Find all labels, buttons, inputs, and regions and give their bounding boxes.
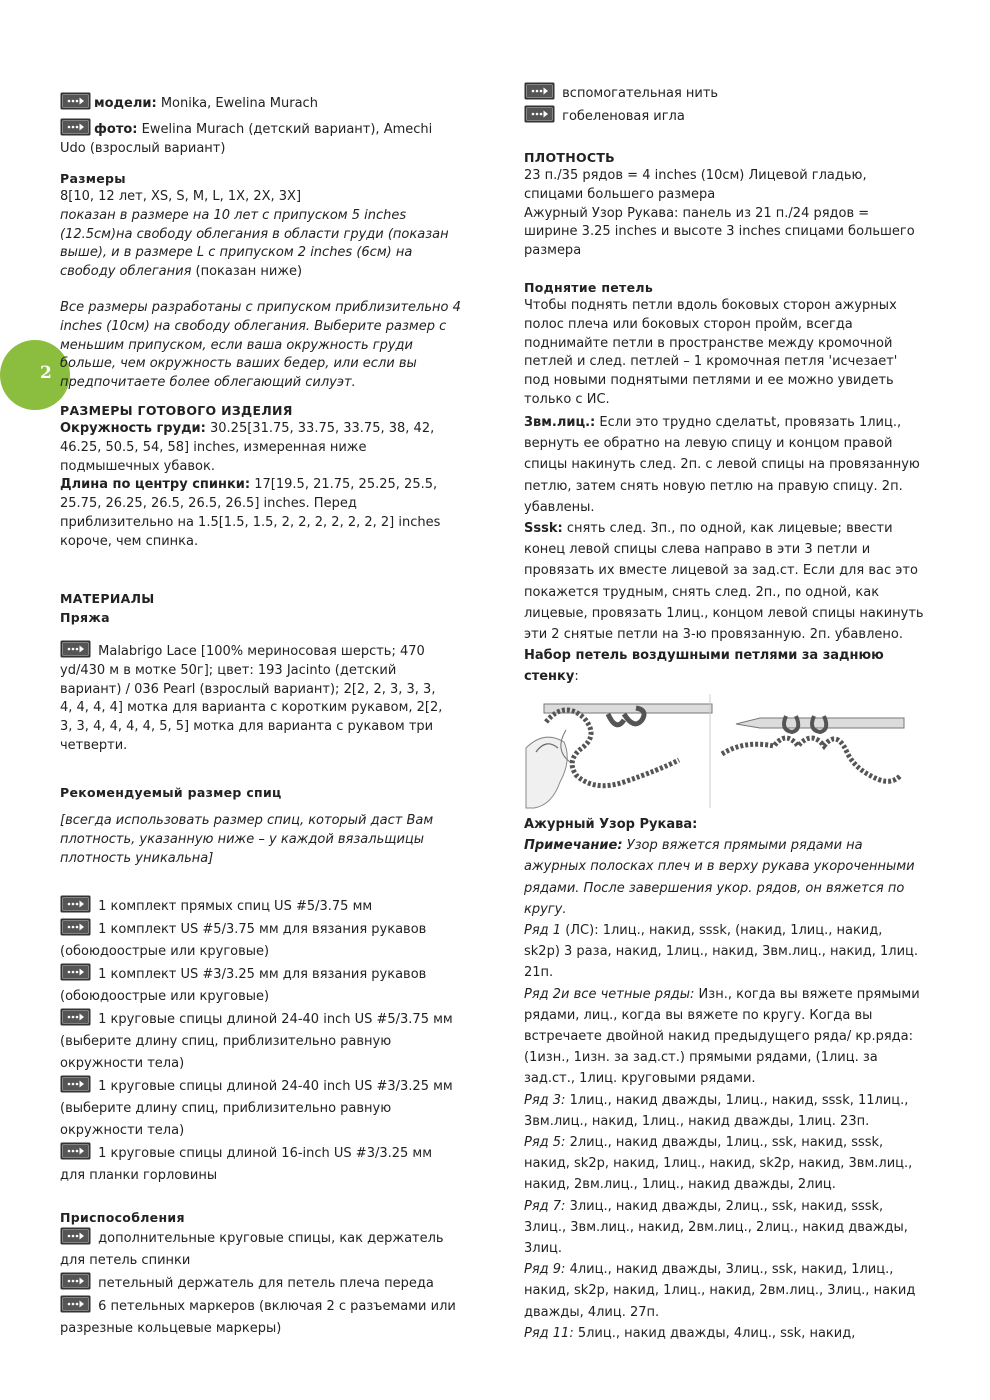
arrow-bullet-icon <box>60 118 91 136</box>
row-text: 3лиц., накид дважды, 2лиц., ssk, накид, sssk, <box>565 1198 884 1214</box>
sssk-text: снять след. 3п., по одной, как лицевые; ввести <box>562 521 893 537</box>
sizes-note-tail: (показан ниже) <box>191 264 303 280</box>
k3tog-text: Если это трудно сделатьt, провязать 1лиц., <box>595 415 902 430</box>
length-label: Длина по центру спинки: <box>60 477 251 493</box>
note-text: Узор вяжется прямыми рядами на <box>622 838 863 854</box>
pickup-section <box>524 278 944 410</box>
caston-heading: Набор петель воздушными петлями за заднюю <box>524 648 884 664</box>
lace-pattern-section <box>524 814 944 1344</box>
note-text: ажурных полосках плеч и в верху рукава укороченными <box>524 859 915 875</box>
gauge-section <box>524 148 944 261</box>
pickup-line: полос плеча или боковых сторон пройм, всегда <box>524 316 853 332</box>
fit-note <box>60 299 480 393</box>
length-value: короче, чем спинка. <box>60 533 199 549</box>
note-text: кругу. <box>524 901 567 917</box>
yarn-line: четверти. <box>60 737 128 753</box>
row-text: (ЛС): 1лиц., накид, sssk, (накид, 1лиц., накид, <box>561 923 883 939</box>
needles-heading <box>60 783 480 802</box>
models-credit <box>60 92 480 113</box>
notions-section <box>60 1208 480 1340</box>
needle-item: 1 круговые спицы длиной 24-40 inch US #5/3.75 мм <box>94 1012 453 1027</box>
length-value: 25.75, 26.25, 26.5, 26.5, 26.5] inches. Перед <box>60 496 357 512</box>
row-text: sk2p) 3 раза, накид, 1лиц., накид, 3вм.лиц., накид, 1лиц. <box>524 944 919 960</box>
arrow-bullet-icon <box>60 640 91 658</box>
row-text: накид, 2вм.лиц., 1лиц., накид дважды, 2лиц. <box>524 1177 836 1193</box>
arrow-bullet-icon <box>60 895 91 913</box>
notions-continued <box>524 82 944 128</box>
materials-section <box>60 589 480 627</box>
fit-note-line: inches (10см) на свободу облегания. Выберите размер с <box>60 318 447 334</box>
pickup-heading: Поднятие петель <box>524 280 654 295</box>
hand-caston-drawing <box>526 704 712 808</box>
needle-item: (обоюдоострые или круговые) <box>60 989 270 1004</box>
notion-item: гобеленовая игла <box>558 109 685 124</box>
sizes-note: показан в размере на 10 лет с припуском 5 inches <box>60 207 407 223</box>
notion-item: для петель спинки <box>60 1253 191 1268</box>
needle-item: (обоюдоострые или круговые) <box>60 944 270 959</box>
needles-note <box>60 812 480 868</box>
pickup-line: Чтобы поднять петли вдоль боковых сторон ажурных <box>524 298 897 313</box>
needle-item: 1 круговые спицы длиной 16-inch US #3/3.25 мм <box>94 1146 433 1161</box>
yarn-line: Malabrigo Lace [100% мериносовая шерсть; 470 <box>94 644 425 659</box>
row-text: встречаете двойной накид предыдущего ряда/ кр.ряда: <box>524 1029 913 1045</box>
page-number: 2 <box>40 363 52 383</box>
arrow-bullet-icon <box>60 1008 91 1026</box>
needles-note-line: [всегда использовать размер спиц, который даст Вам <box>60 813 434 828</box>
caston-illustration <box>524 690 908 812</box>
arrow-bullet-icon <box>60 1227 91 1245</box>
gauge-heading: ПЛОТНОСТЬ <box>524 150 616 165</box>
row-text: 3лиц., 3вм.лиц., накид, 2вм.лиц., 2лиц., накид дважды, <box>524 1219 908 1235</box>
needles-note-line: плотность, указанную ниже – у каждой вязальщицы <box>60 831 425 847</box>
sssk-text: эти 2 снятые петли на 3-ю провязанную. 2п. убавлено. <box>524 627 903 643</box>
fit-note-line: больше, чем окружность ваших бедер, или если вы <box>60 356 417 372</box>
gauge-line: ширине 3.25 inches и высоте 3 inches спицами большего <box>524 224 915 240</box>
row-text: 2лиц., накид дважды, 1лиц., ssk, накид, sssk, <box>565 1135 884 1151</box>
needles-note-line: плотность уникальна] <box>60 850 214 866</box>
pickup-line: петлей и след. петлей – 1 кромочная петля 'исчезает' <box>524 354 898 370</box>
arrow-bullet-icon <box>60 963 91 981</box>
arrow-bullet-icon <box>524 82 555 100</box>
note-text: рядами. После завершения укор. рядов, он вяжется по <box>524 880 905 896</box>
row-label: Ряд 7: <box>524 1198 566 1214</box>
note-label: Примечание: <box>524 838 623 854</box>
needle-item: для планки горловины <box>60 1168 218 1183</box>
sssk-label: Sssk: <box>524 521 563 537</box>
sizes-note: свободу облегания <box>60 264 192 280</box>
notion-item: петельный держатель для петель плеча переда <box>94 1276 434 1291</box>
k3tog-label: 3вм.лиц.: <box>524 415 596 430</box>
row-text: Изн., когда вы вяжете прямыми <box>694 986 920 1002</box>
k3tog-text: петлю, затем снять новую петлю на правую спицу. 2п. <box>524 478 903 494</box>
pickup-line: под новыми поднятыми петлями и ее можно увидеть <box>524 373 894 389</box>
gauge-line: спицами большего размера <box>524 186 716 202</box>
row-label: Ряд 9: <box>524 1262 566 1278</box>
sssk-text: конец левой спицы слева направо в эти 3 петли и <box>524 542 871 558</box>
row-label: Ряд 2и все четные ряды: <box>524 986 695 1002</box>
length-value: приблизительно на 1.5[1.5, 1.5, 2, 2, 2, 2, 2, 2, 2] inches <box>60 514 441 530</box>
sssk-text: покажется трудным, снять след. 2п., по одной, как <box>524 584 880 600</box>
needle-item: окружности тела) <box>60 1056 185 1071</box>
length-value: 17[19.5, 21.75, 25.25, 25.5, <box>250 477 438 493</box>
row-text: 4лиц., накид дважды, 3лиц., ssk, накид, 1лиц., <box>565 1262 894 1278</box>
row-text: 3вм.лиц., накид, 1лиц., накид дважды, 1лиц. 23п. <box>524 1113 870 1129</box>
chest-value: 46.25, 50.5, 54, 58] inches, измеренная ниже <box>60 439 367 455</box>
chest-value: подмышечных убавок. <box>60 458 215 474</box>
gauge-line: 23 п./35 рядов = 4 inches (10см) Лицевой гладью, <box>524 168 867 183</box>
sizes-note: выше), и в размере L с припуском 2 inches (6см) на <box>60 245 413 261</box>
notion-item: 6 петельных маркеров (включая 2 с разъемами или <box>94 1299 456 1314</box>
yarn-line: yd/430 м в мотке 50г]; цвет: 193 Jacinto (детский <box>60 662 397 678</box>
needle-item: 1 комплект US #3/3.25 мм для вязания рукавов <box>94 967 427 982</box>
row-label: Ряд 5: <box>524 1135 566 1151</box>
loops-on-needle-drawing <box>722 716 904 781</box>
sizes-heading: Размеры <box>60 171 126 186</box>
needle-item: 1 круговые спицы длиной 24-40 inch US #3/3.25 мм <box>94 1079 453 1094</box>
row-text: 1лиц., накид дважды, 1лиц., накид, sssk, 11лиц., <box>565 1092 909 1108</box>
chest-value: 30.25[31.75, 33.75, 33.75, 38, 42, <box>205 421 435 436</box>
sizes-list: 8[10, 12 лет, XS, S, M, L, 1X, 2X, 3X] <box>60 189 302 204</box>
row-label: Ряд 11: <box>524 1325 574 1341</box>
yarn-line: 3, 3, 4, 4, 4, 4, 5, 5] мотка для варианта с рукавом три <box>60 719 434 735</box>
needles-list <box>60 895 480 1187</box>
materials-heading: МАТЕРИАЛЫ <box>60 591 155 606</box>
finished-measurements <box>60 401 480 552</box>
caston-colon: : <box>574 669 579 685</box>
gauge-line: Ажурный Узор Рукава: панель из 21 п./24 рядов = <box>524 205 870 221</box>
needle-item: 1 комплект прямых спиц US #5/3.75 мм <box>94 899 373 914</box>
sizes-section <box>60 169 480 282</box>
sssk-text: лицевые, провязать 1лиц., концом левой спицы накинуть <box>524 605 924 621</box>
needle-item: 1 комплект US #5/3.75 мм для вязания рукавов <box>94 922 427 937</box>
needle-item: окружности тела) <box>60 1123 185 1138</box>
fit-note-line: Все размеры разработаны с припуском приблизительно 4 <box>60 300 461 315</box>
row-label: Ряд 1 <box>524 923 562 939</box>
k3tog-text: вернуть ее обратно на левую спицу и концом правой <box>524 436 893 452</box>
row-text: зад.ст., 1лиц. круговыми рядами. <box>524 1071 756 1087</box>
row-text: рядами, лиц., когда вы вяжете по кругу. Когда вы <box>524 1007 873 1023</box>
sssk-text: провязать их вместе лицевой за зад.ст. Если для вас это <box>524 563 918 579</box>
photo-credit <box>60 118 480 158</box>
pickup-line: поднимайте петли в пространстве между кромочной <box>524 335 893 351</box>
pickup-line: только с ИС. <box>524 391 610 407</box>
notion-item: вспомогательная нить <box>558 86 719 101</box>
needle-item: (выберите длину спиц, приблизительно равную <box>60 1034 392 1049</box>
row-label: Ряд 3: <box>524 1092 566 1108</box>
notions-heading: Приспособления <box>60 1210 185 1225</box>
notion-item: дополнительные круговые спицы, как держатель <box>94 1231 444 1246</box>
fit-note-line: предпочитаете более облегающий силуэт. <box>60 375 356 391</box>
finished-heading: РАЗМЕРЫ ГОТОВОГО ИЗДЕЛИЯ <box>60 403 293 418</box>
yarn-heading: Пряжа <box>60 610 110 625</box>
arrow-bullet-icon <box>60 918 91 936</box>
row-text: (1изн., 1изн. за зад.ст.) прямыми рядами, (1лиц. за <box>524 1050 878 1066</box>
gauge-line: размера <box>524 243 582 259</box>
yarn-info <box>60 640 480 756</box>
arrow-bullet-icon <box>524 105 555 123</box>
photo-value-cont: Udo (взрослый вариант) <box>60 141 226 156</box>
chest-label: Окружность груди: <box>60 421 206 436</box>
abbreviations <box>524 412 944 688</box>
photo-value: Ewelina Murach (детский вариант), Amechi <box>137 122 433 137</box>
needle-item: (выберите длину спиц, приблизительно равную <box>60 1101 392 1116</box>
row-text: 21п. <box>524 965 554 981</box>
lace-heading: Ажурный Узор Рукава: <box>524 817 698 832</box>
arrow-bullet-icon <box>60 92 91 110</box>
row-text: 5лиц., накид дважды, 4лиц., ssk, накид, <box>573 1325 856 1341</box>
k3tog-text: спицы накинуть след. 2п. с левой спицы на провязанную <box>524 457 920 473</box>
fit-note-line: меньшим припуском, если ваша окружность груди <box>60 337 413 353</box>
sizes-note: (12.5см)на свободу облегания в области груди (показан <box>60 226 449 242</box>
row-text: накид, sk2p, накид, 1лиц., накид, 2вм.лиц., 3лиц., накид <box>524 1283 916 1299</box>
models-value: Monika, Ewelina Murach <box>156 96 318 111</box>
yarn-line: вариант) / 036 Pearl (взрослый вариант); 2[2, 2, 3, 3, 3, <box>60 681 436 697</box>
row-text: 3лиц. <box>524 1241 563 1257</box>
arrow-bullet-icon <box>60 1075 91 1093</box>
row-text: дважды, 4лиц. 27п. <box>524 1304 660 1320</box>
photo-label: фото: <box>94 122 138 137</box>
models-label: модели: <box>94 96 157 111</box>
yarn-line: 4, 4, 4, 4] мотка для варианта с коротким рукавом, 2[2, <box>60 700 443 716</box>
arrow-bullet-icon <box>60 1272 91 1290</box>
arrow-bullet-icon <box>60 1295 91 1313</box>
arrow-bullet-icon <box>60 1142 91 1160</box>
notion-item: разрезные кольцевые маркеры) <box>60 1321 282 1336</box>
row-text: накид, sk2p, накид, 1лиц., накид, sk2p, накид, 3вм.лиц., <box>524 1156 913 1172</box>
k3tog-text: убавлены. <box>524 499 595 515</box>
caston-heading: стенку <box>524 669 575 685</box>
needles-heading-text: Рекомендуемый размер спиц <box>60 785 282 800</box>
